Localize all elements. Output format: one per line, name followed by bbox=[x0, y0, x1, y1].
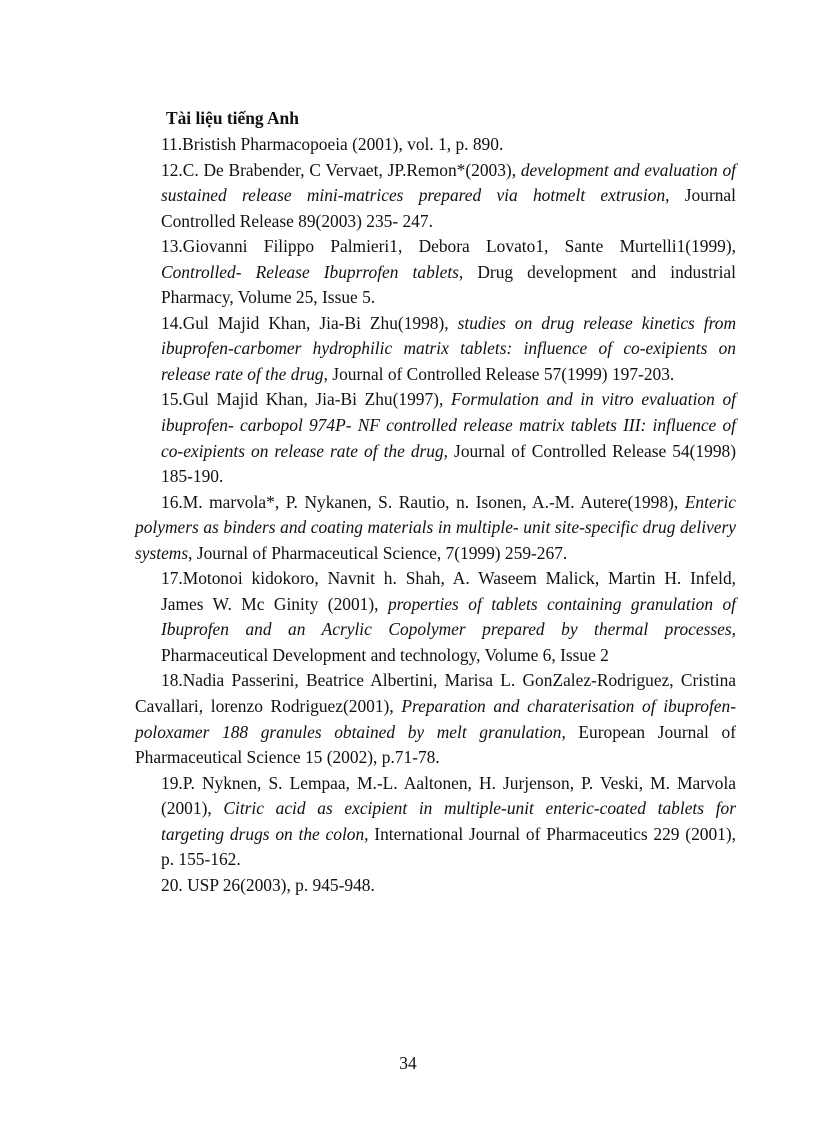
reference-item bbox=[135, 234, 736, 311]
reference-authors: Bristish Pharmacopoeia (2001), vol. 1, p. 890. bbox=[182, 134, 504, 154]
reference-source: , International Journal of Pharmaceutics 229 (2001), p. 155-162. bbox=[161, 823, 736, 870]
reference-authors: Gul Majid Khan, Jia-Bi Zhu(1998), bbox=[182, 312, 458, 333]
reference-item bbox=[135, 771, 736, 873]
reference-title: Enteric polymers as binders and coating materials in multiple- unit site-specific drug delivery systems bbox=[135, 491, 736, 563]
reference-title: properties of tablets containing granulation of Ibuprofen and an Acrylic Copolymer prepared by thermal processes bbox=[161, 593, 736, 640]
reference-title: Citric acid as excipient in multiple-unit enteric-coated tablets for targeting drugs on the colon bbox=[161, 798, 736, 844]
reference-source: Journal of Controlled Release 54(1998) 185-190. bbox=[161, 440, 736, 487]
reference-item bbox=[135, 387, 736, 489]
reference-authors: Gul Majid Khan, Jia-Bi Zhu(1997), bbox=[182, 389, 451, 410]
reference-number: 13. bbox=[161, 236, 183, 257]
reference-authors: Nadia Passerini, Beatrice Albertini, Marisa L. GonZalez-Rodriguez, Cristina Cavallari, lorenzo Rodriguez(2001), bbox=[135, 670, 736, 717]
reference-authors: Giovanni Filippo Palmieri1, Debora Lovato1, Sante Murtelli1(1999), bbox=[182, 236, 736, 257]
reference-title: development and evaluation of sustained release mini-matrices prepared via hotmelt extrusion bbox=[161, 159, 736, 206]
reference-source: , Journal of Pharmaceutical Science, 7(1999) 259-267. bbox=[188, 542, 568, 563]
reference-title: Formulation and in vitro evaluation of ibuprofen- carbopol 974P- NF controlled release matrix tablets III: influence of co-exipients on release rate of the drug, bbox=[161, 389, 736, 461]
section-heading: Tài liệu tiếng Anh bbox=[166, 108, 299, 128]
reference-item bbox=[135, 132, 736, 158]
reference-number: 14. bbox=[161, 312, 183, 333]
reference-number: 16. bbox=[161, 491, 183, 512]
reference-source: , Journal of Controlled Release 57(1999) 197-203. bbox=[323, 363, 675, 384]
reference-authors: Motonoi kidokoro, Navnit h. Shah, A. Waseem Malick, Martin H. Infeld, James W. Mc Ginity (2001), bbox=[161, 568, 736, 614]
reference-item bbox=[135, 566, 736, 668]
reference-item bbox=[135, 668, 736, 770]
reference-title: studies on drug release kinetics from ibuprofen-carbomer hydrophilic matrix tablets: influence of co-exipients on release rate of the drug bbox=[161, 312, 736, 384]
reference-source: , Drug development and industrial Pharmacy, Volume 25, Issue 5. bbox=[161, 261, 736, 308]
reference-authors: P. Nyknen, S. Lempaa, M.-L. Aaltonen, H. Jurjenson, P. Veski, M. Marvola (2001), bbox=[161, 772, 736, 819]
reference-item bbox=[135, 311, 736, 388]
reference-item bbox=[135, 490, 736, 567]
reference-authors: C. De Brabender, C Vervaet, JP.Remon*(2003), bbox=[182, 159, 521, 180]
reference-number: 15. bbox=[161, 389, 183, 410]
reference-source: , Pharmaceutical Development and technology, Volume 6, Issue 2 bbox=[161, 619, 736, 665]
reference-authors: M. marvola*, P. Nykanen, S. Rautio, n. Isonen, A.-M. Autere(1998), bbox=[182, 491, 685, 512]
reference-number: 20. bbox=[161, 874, 188, 895]
reference-number: 18. bbox=[161, 670, 183, 691]
reference-item bbox=[135, 873, 736, 899]
reference-source: , Journal Controlled Release 89(2003) 235- 247. bbox=[161, 185, 736, 231]
page-number: 34 bbox=[399, 1053, 417, 1073]
reference-number: 19. bbox=[161, 772, 183, 793]
reference-number: 17. bbox=[161, 568, 183, 589]
reference-number: 12. bbox=[161, 159, 183, 180]
reference-title: Preparation and charaterisation of ibuprofen- poloxamer 188 granules obtained by melt granulation bbox=[135, 696, 736, 742]
reference-title: Controlled- Release Ibuprrofen tablets bbox=[161, 261, 459, 282]
reference-item bbox=[135, 158, 736, 235]
reference-number: 11. bbox=[161, 134, 183, 154]
reference-source: , European Journal of Pharmaceutical Science 15 (2002), p.71-78. bbox=[135, 721, 736, 768]
reference-authors: USP 26(2003), p. 945-948. bbox=[187, 874, 375, 895]
reference-list bbox=[135, 132, 736, 898]
